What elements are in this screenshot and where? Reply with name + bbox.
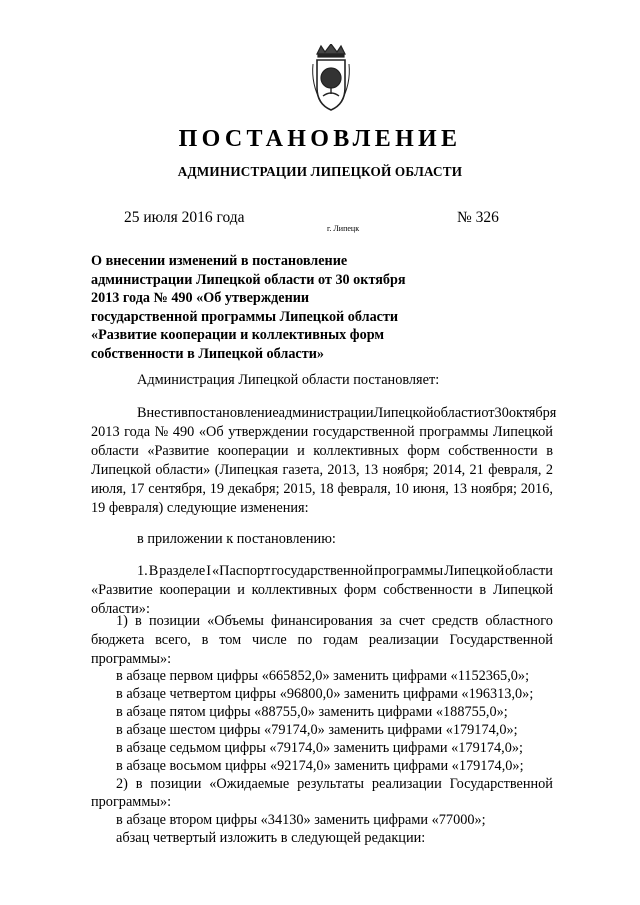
word: «Развитие bbox=[147, 443, 210, 459]
paragraph-line bbox=[116, 776, 553, 793]
word: 2016, bbox=[520, 481, 553, 497]
list-item: в абзаце четвертом цифры «96800,0» заменить цифрами «196313,0»; bbox=[116, 686, 534, 702]
word: годам bbox=[323, 632, 359, 648]
word: государственной bbox=[271, 563, 374, 579]
heading-line: 2013 года № 490 «Об утверждении bbox=[91, 290, 310, 306]
word: собственности bbox=[383, 582, 473, 598]
word: 10 bbox=[394, 481, 409, 497]
paragraph-line bbox=[137, 563, 553, 580]
word: позиции bbox=[148, 613, 200, 629]
word: февраля, bbox=[488, 462, 542, 478]
word: коллективных bbox=[313, 443, 399, 459]
word: «Развитие bbox=[91, 582, 153, 598]
word: (Липецкая bbox=[214, 462, 279, 478]
paragraph-line: в приложении к постановлению: bbox=[137, 531, 336, 547]
word: 2 bbox=[545, 462, 553, 478]
issuer-title: АДМИНИСТРАЦИИ ЛИПЕЦКОЙ ОБЛАСТИ bbox=[177, 164, 463, 179]
word: 2014, bbox=[433, 462, 466, 478]
document-date: 25 июля 2016 года bbox=[124, 209, 245, 226]
word: и bbox=[297, 443, 305, 459]
word: 13 bbox=[452, 481, 468, 497]
word: Внести bbox=[137, 405, 182, 421]
word: кооперации bbox=[217, 443, 289, 459]
word: сентября, bbox=[148, 481, 206, 497]
word: форм bbox=[407, 443, 440, 459]
heading-line: О внесении изменений в постановление bbox=[91, 253, 348, 269]
word: коллективных bbox=[251, 582, 338, 598]
word: 17 bbox=[130, 481, 145, 497]
word: финансирования bbox=[271, 613, 373, 629]
list-item: в абзаце первом цифры «665852,0» заменить цифрами «1152365,0»; bbox=[116, 668, 530, 684]
word: Липецкой bbox=[444, 563, 505, 579]
word: в bbox=[479, 582, 487, 598]
word: области bbox=[91, 443, 139, 459]
word: «Паспорт bbox=[212, 563, 271, 579]
intro-paragraph: Администрация Липецкой области постановляет: bbox=[137, 372, 440, 388]
word: в bbox=[546, 443, 553, 459]
word: Государственной bbox=[449, 776, 553, 792]
heading-line: администрации Липецкой области от 30 октября bbox=[91, 271, 406, 288]
word: 1) bbox=[116, 613, 128, 629]
paragraph-line: абзац четвертый изложить в следующей редакции: bbox=[116, 830, 426, 846]
word: по bbox=[297, 632, 313, 648]
word: июня, bbox=[412, 481, 449, 497]
word: июля, bbox=[91, 481, 127, 497]
word: области bbox=[433, 405, 482, 421]
word: 1. bbox=[137, 563, 148, 579]
heading-line: «Развитие кооперации и коллективных форм bbox=[91, 327, 385, 343]
paragraph-line bbox=[91, 462, 553, 479]
paragraph-line bbox=[137, 405, 557, 422]
list-item: в абзаце восьмом цифры «92174,0» заменить цифрами «179174,0»; bbox=[116, 758, 524, 774]
document-heading bbox=[91, 252, 421, 363]
word: области bbox=[505, 563, 553, 579]
heading-line: собственности в Липецкой области» bbox=[91, 345, 324, 362]
word: февраля, bbox=[337, 481, 391, 497]
word: от bbox=[481, 405, 495, 421]
document-type-title: ПОСТАНОВЛЕНИЕ bbox=[178, 126, 462, 152]
word: Липецкой bbox=[492, 424, 553, 440]
word: позиции bbox=[150, 776, 202, 792]
word: 2015, bbox=[283, 481, 316, 497]
word: «Ожидаемые bbox=[209, 776, 290, 792]
word: 21 bbox=[469, 462, 484, 478]
word: средств bbox=[431, 613, 479, 629]
paragraph-line bbox=[91, 632, 553, 649]
list-item: в абзаце шестом цифры «79174,0» заменить цифрами «179174,0»; bbox=[116, 722, 518, 738]
paragraph-line bbox=[116, 613, 553, 630]
word: года bbox=[124, 424, 151, 440]
word: и bbox=[237, 582, 245, 598]
word: Липецкой bbox=[492, 582, 553, 598]
word: «Об bbox=[198, 424, 224, 440]
word: Липецкой bbox=[373, 405, 434, 421]
word: программы bbox=[419, 424, 489, 440]
list-item: в абзаце пятом цифры «88755,0» заменить цифрами «188755,0»; bbox=[116, 704, 508, 720]
word: реализации bbox=[371, 776, 442, 792]
word: «Объемы bbox=[207, 613, 264, 629]
paragraph-line: программы»: bbox=[91, 794, 172, 810]
word: собственности bbox=[448, 443, 538, 459]
word: за bbox=[379, 613, 392, 629]
word: счет bbox=[398, 613, 425, 629]
word: 19 bbox=[209, 481, 225, 497]
word: I bbox=[206, 563, 212, 579]
paragraph-line: области»: bbox=[91, 601, 150, 617]
word: областного bbox=[485, 613, 553, 629]
word: в bbox=[135, 613, 142, 629]
word: декабря; bbox=[227, 481, 280, 497]
word: числе bbox=[252, 632, 287, 648]
word: Липецкой bbox=[91, 462, 152, 478]
list-item: в абзаце втором цифры «34130» заменить цифрами «77000»; bbox=[116, 812, 486, 828]
word: государственной bbox=[312, 424, 415, 440]
word: кооперации bbox=[159, 582, 231, 598]
word: 2) bbox=[116, 776, 128, 792]
word: всего, bbox=[155, 632, 191, 648]
word: октября bbox=[508, 405, 557, 421]
word: № bbox=[154, 424, 169, 440]
coat-of-arms-icon bbox=[309, 44, 353, 114]
word: в bbox=[201, 632, 209, 648]
paragraph-line bbox=[91, 481, 553, 498]
word: 2013, bbox=[327, 462, 360, 478]
heading-line: государственной программы Липецкой области bbox=[91, 308, 399, 325]
word: программы bbox=[374, 563, 444, 579]
word: результаты bbox=[297, 776, 364, 792]
word: 18 bbox=[319, 481, 334, 497]
word: ноября; bbox=[470, 481, 517, 497]
word: форм bbox=[344, 582, 377, 598]
word: области» bbox=[155, 462, 211, 478]
word: ноября; bbox=[382, 462, 429, 478]
word: газета, bbox=[282, 462, 324, 478]
word: в bbox=[135, 776, 143, 792]
word: том bbox=[219, 632, 242, 648]
paragraph-line bbox=[91, 582, 553, 599]
paragraph-line: 19 февраля) следующие изменения: bbox=[91, 500, 309, 516]
word: Государственной bbox=[449, 632, 553, 648]
word: администрации bbox=[278, 405, 374, 421]
word: 490 bbox=[172, 424, 195, 440]
word: реализации bbox=[368, 632, 439, 648]
word: бюджета bbox=[91, 632, 145, 648]
word: 2013 bbox=[91, 424, 120, 440]
word: В bbox=[148, 563, 159, 579]
word: 13 bbox=[363, 462, 379, 478]
paragraph-line bbox=[91, 424, 553, 441]
word: утверждении bbox=[228, 424, 309, 440]
word: разделе bbox=[159, 563, 206, 579]
paragraph-line bbox=[91, 443, 553, 460]
word: в bbox=[181, 405, 188, 421]
document-city: г. Липецк bbox=[327, 224, 360, 233]
word: постановление bbox=[187, 405, 279, 421]
word: 30 bbox=[494, 405, 509, 421]
paragraph-line: программы»: bbox=[91, 651, 172, 667]
list-item: в абзаце седьмом цифры «79174,0» заменить цифрами «179174,0»; bbox=[116, 740, 524, 756]
document-number: № 326 bbox=[457, 209, 499, 226]
